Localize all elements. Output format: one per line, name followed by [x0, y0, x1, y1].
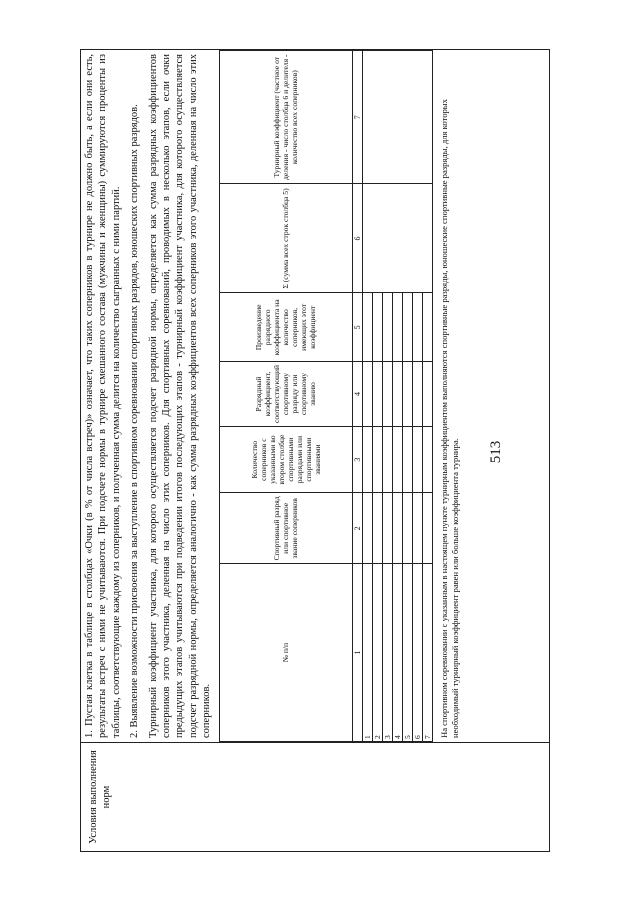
norms-table: [80, 49, 550, 852]
column-number: 3: [352, 426, 362, 493]
header-cell-number: № п/п: [219, 564, 352, 742]
table-cell: [392, 493, 402, 564]
table-cell: [422, 493, 432, 564]
table-cell: [362, 426, 372, 493]
table-header-row: [219, 51, 352, 742]
table-cell: [362, 293, 372, 362]
table-cell: [422, 426, 432, 493]
conditions-content-cell: [81, 50, 550, 743]
note-paragraph-1: 1. Пустая клетка в таблице в столбцах «Очки (в % от числа встреч)» означает, что таких соперников в турнире не должно быть, а если они есть, результаты встреч с ними не учитываются. При подсчете нормы в турнире смешанного состава (мужчины и женщины) суммируются проценты из таблицы, соответствующие каждому из соперников, и полученная сумма делится на количество сыгранных с ними партий.: [84, 54, 122, 738]
table-cell: [392, 362, 402, 427]
conditions-label: Условия выполнения норм: [88, 750, 112, 844]
page-number: 513: [488, 440, 504, 464]
notes-block: [81, 50, 214, 742]
row-number: 2: [372, 564, 382, 742]
row-number: 1: [362, 564, 372, 742]
table-cell: [402, 293, 412, 362]
table-cell: [362, 362, 372, 427]
table-cell: [372, 293, 382, 362]
bottom-note: На спортивном соревновании с указанным в настоящем пункте турнирным коэффициентом выполняются спортивные разряды, юношеские спортивные разряды, для которых необходимый турнирный коэффициент равен или больше коэффициента турнира.: [438, 99, 460, 738]
note-paragraph-2: 2. Выявление возможности присвоения за выступление в спортивном соревновании спортивных разрядов, юношеских спортивных разрядов.: [129, 104, 141, 738]
sum-cell: [362, 184, 432, 293]
table-row: [362, 51, 372, 742]
table-cell: [372, 362, 382, 427]
header-cell-rank-coefficient: Разрядный коэффициент, соответствующий спортивному разряду или спортивному званию: [219, 362, 352, 427]
header-cell-product: Произведение разрядного коэффициента на количество соперников, имеющих этот коэффициент: [219, 293, 352, 362]
header-cell-tournament-coefficient: Турнирный коэффициент (частное от деления - числo столбца 6 и делителя - количество всех соперников): [219, 51, 352, 184]
header-cell-sum: Σ (сумма всех строк столбца 5): [219, 184, 352, 293]
column-number: 6: [352, 184, 362, 293]
document-sheet: [80, 52, 550, 852]
table-cell: [402, 493, 412, 564]
column-number: 7: [352, 51, 362, 184]
table-cell: [392, 426, 402, 493]
table-cell: [412, 293, 422, 362]
column-number: 1: [352, 564, 362, 742]
table-cell: [382, 426, 392, 493]
table-cell: [412, 426, 422, 493]
table-cell: [422, 362, 432, 427]
header-cell-count: Количество соперников с указанными во втором столбце спортивными разрядами или спортивными званиями: [219, 426, 352, 493]
conditions-label-cell: [81, 743, 550, 852]
row-number: 6: [412, 564, 422, 742]
table-cell: [412, 362, 422, 427]
column-number: 2: [352, 493, 362, 564]
table-cell: [362, 493, 372, 564]
column-number: 5: [352, 293, 362, 362]
tournament-coefficient-table: [219, 50, 433, 742]
table-cell: [392, 293, 402, 362]
note-paragraph-3: Турнирный коэффициент участника, для которого осуществляется подсчет разрядной нормы, определяется как сумма разрядных коэффициентов соперников этого участника, деленная на число этих соперников. Для спортивных соревнований, проводимых в несколько этапов, если очки предыдущих этапов учитываются при подведении итогов последующих этапов - турнирный коэффициент участника, для которого осуществляется подсчет разрядной нормы, определяется аналогично - как сумма разрядных коэффициентов всех соперников этого участника, деленная на число этих соперников.: [147, 54, 213, 738]
table-cell: [402, 426, 412, 493]
table-cell: [382, 493, 392, 564]
table-cell: [372, 493, 382, 564]
row-number: 7: [422, 564, 432, 742]
table-cell: [412, 493, 422, 564]
tournament-coefficient-cell: [362, 51, 432, 184]
column-number-row: [352, 51, 362, 742]
column-number: 4: [352, 362, 362, 427]
table-cell: [382, 362, 392, 427]
row-number: 4: [392, 564, 402, 742]
table-cell: [422, 293, 432, 362]
header-cell-rank: Спортивный разряд или спортивное звание соперников: [219, 493, 352, 564]
row-number: 3: [382, 564, 392, 742]
table-cell: [382, 293, 392, 362]
table-cell: [402, 362, 412, 427]
table-cell: [372, 426, 382, 493]
row-number: 5: [402, 564, 412, 742]
